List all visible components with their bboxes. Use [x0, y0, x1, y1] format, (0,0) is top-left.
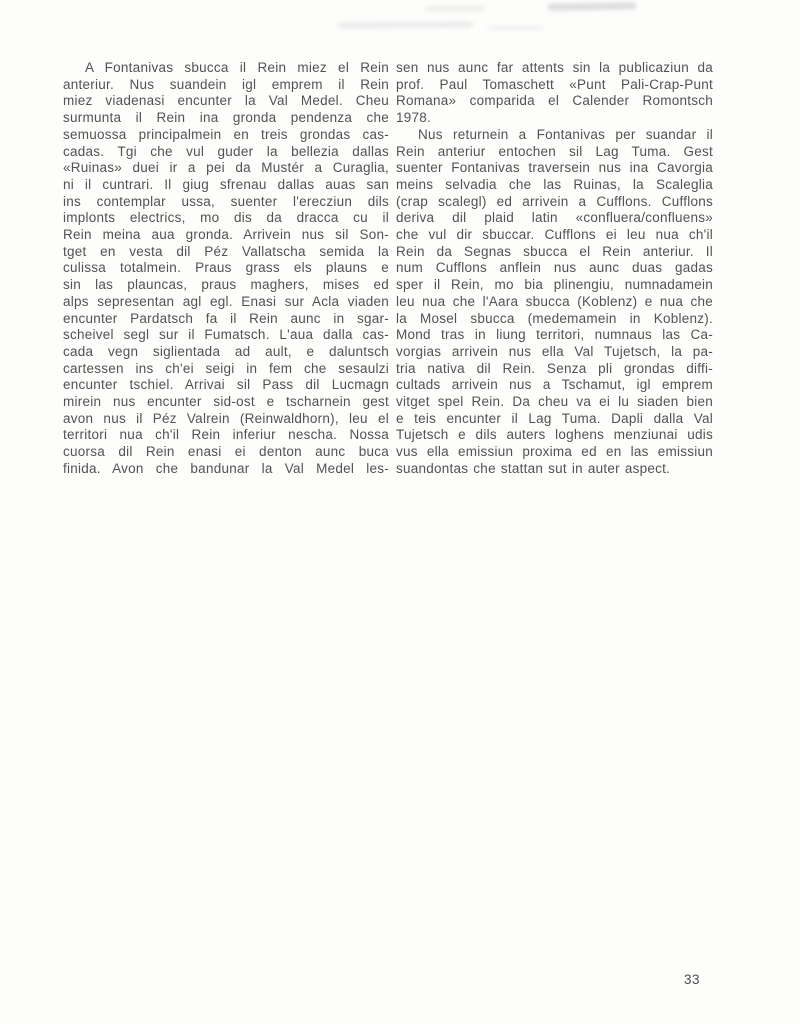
text-line: Rein da Segnas sbucca el Rein anteriur. Il: [396, 243, 713, 259]
text-line: A Fontanivas sbucca il Rein miez el Rein: [85, 60, 389, 75]
text-line: che vul dir sbuccar. Cufflons ei leu nua ch'il: [396, 227, 713, 243]
text-line: ins contemplar ussa, suenter l'erecziun dils: [63, 193, 389, 209]
scan-smudge: [548, 2, 636, 11]
text-line: leu nua che l'Aara sbucca (Koblenz) e nua che: [396, 293, 713, 309]
text-line: cada vegn siglientada ad ault, e daluntsch: [63, 343, 389, 359]
text-line: Romana» comparida el Calender Romontsch: [396, 93, 713, 109]
text-line: avon nus il Péz Valrein (Reinwaldhorn), leu el: [63, 410, 389, 426]
text-line: prof. Paul Tomaschett «Punt Pali-Crap-Punt: [396, 76, 713, 92]
text-line: finida. Avon che bandunar la Val Medel les-: [63, 460, 389, 476]
scan-smudge: [488, 26, 543, 30]
text-line: cartessen ins ch'ei seigi in fem che sesaulzi: [63, 360, 389, 376]
text-line: tria nativa dil Rein. Senza pli grondas diffi-: [396, 360, 713, 376]
text-line: vorgias arrivein nus ella Val Tujetsch, la pa-: [396, 343, 713, 359]
text-line: scheivel segl sur il Fumatsch. L'aua dalla cas-: [63, 327, 389, 343]
text-column-right: [396, 60, 713, 478]
text-line: ni il cuntrari. Il giug sfrenau dallas auas san: [63, 176, 389, 192]
text-line: territori nua ch'il Rein inferiur nescha. Nossa: [63, 427, 389, 443]
text-line: miez viadenasi encunter la Val Medel. Cheu: [63, 93, 389, 109]
text-line: mirein nus encunter sid-ost e tscharnein gest: [63, 394, 389, 410]
text-line: suenter Fontanivas traversein nus ina Cavorgia: [396, 160, 713, 176]
text-line: vitget spel Rein. Da cheu va ei lu siaden bien: [396, 394, 713, 410]
text-line: surmunta il Rein ina gronda pendenza che: [63, 110, 389, 126]
text-line: implonts electrics, mo dis da dracca cu il: [63, 210, 389, 226]
text-line: tget en vesta dil Péz Vallatscha semida la: [63, 243, 389, 259]
text-line: (crap scalegl) ed arrivein a Cufflons. Cufflons: [396, 193, 713, 209]
text-column-left: [63, 60, 389, 478]
page-number: 33: [684, 972, 701, 987]
text-line: 1978.: [396, 110, 432, 126]
text-line: sin las plauncas, praus maghers, mises ed: [63, 277, 389, 293]
text-line: alps sepresentan agl egl. Enasi sur Acla viaden: [63, 293, 389, 309]
text-line: «Ruinas» duei ir a pei da Mustér a Curaglia,: [63, 160, 389, 176]
text-line: suandontas che stattan sut in auter aspect.: [396, 460, 671, 476]
text-line: deriva dil plaid latin «confluera/confluens»: [396, 210, 713, 226]
text-line: cultads arrivein nus a Tschamut, igl emprem: [396, 377, 713, 393]
text-line: cuorsa dil Rein enasi ei denton aunc buca: [63, 444, 389, 460]
text-line: meins selvadia che las Ruinas, la Scaleglia: [396, 176, 713, 192]
text-line: semuossa principalmein en treis grondas cas-: [63, 126, 389, 142]
text-line: Rein meina aua gronda. Arrivein nus sil Son-: [63, 227, 389, 243]
text-line: anteriur. Nus suandein igl emprem il Rein: [63, 76, 389, 92]
text-line: encunter Pardatsch fa il Rein aunc in sgar-: [63, 310, 389, 326]
scan-smudge: [338, 21, 473, 28]
text-line: cadas. Tgi che vul guder la bellezia dallas: [63, 143, 389, 159]
text-line: vus ella emissiun proxima ed en las emissiun: [396, 444, 713, 460]
text-line: culissa totalmein. Praus grass els plauns e: [63, 260, 389, 276]
text-line: Rein anteriur entochen sil Lag Tuma. Gest: [396, 143, 713, 159]
scan-smudge: [425, 6, 485, 11]
text-line: Tujetsch e dils auters loghens menziunai udis: [396, 427, 713, 443]
text-line: encunter tschiel. Arrivai sil Pass dil Lucmagn: [63, 377, 389, 393]
text-line: e teis encunter il Lag Tuma. Dapli dalla Val: [396, 410, 713, 426]
text-line: sen nus aunc far attents sin la publicaziun da: [396, 60, 713, 75]
text-line: sper il Rein, mo bia plinengiu, numnadamein: [396, 277, 713, 293]
text-line: Mond tras in liung territori, numnaus las Ca-: [396, 327, 713, 343]
text-line: la Mosel sbucca (medemamein in Koblenz).: [396, 310, 713, 326]
text-line: Nus returnein a Fontanivas per suandar il: [418, 126, 713, 142]
text-columns: [63, 60, 713, 478]
text-line: num Cufflons anflein nus aunc duas gadas: [396, 260, 713, 276]
